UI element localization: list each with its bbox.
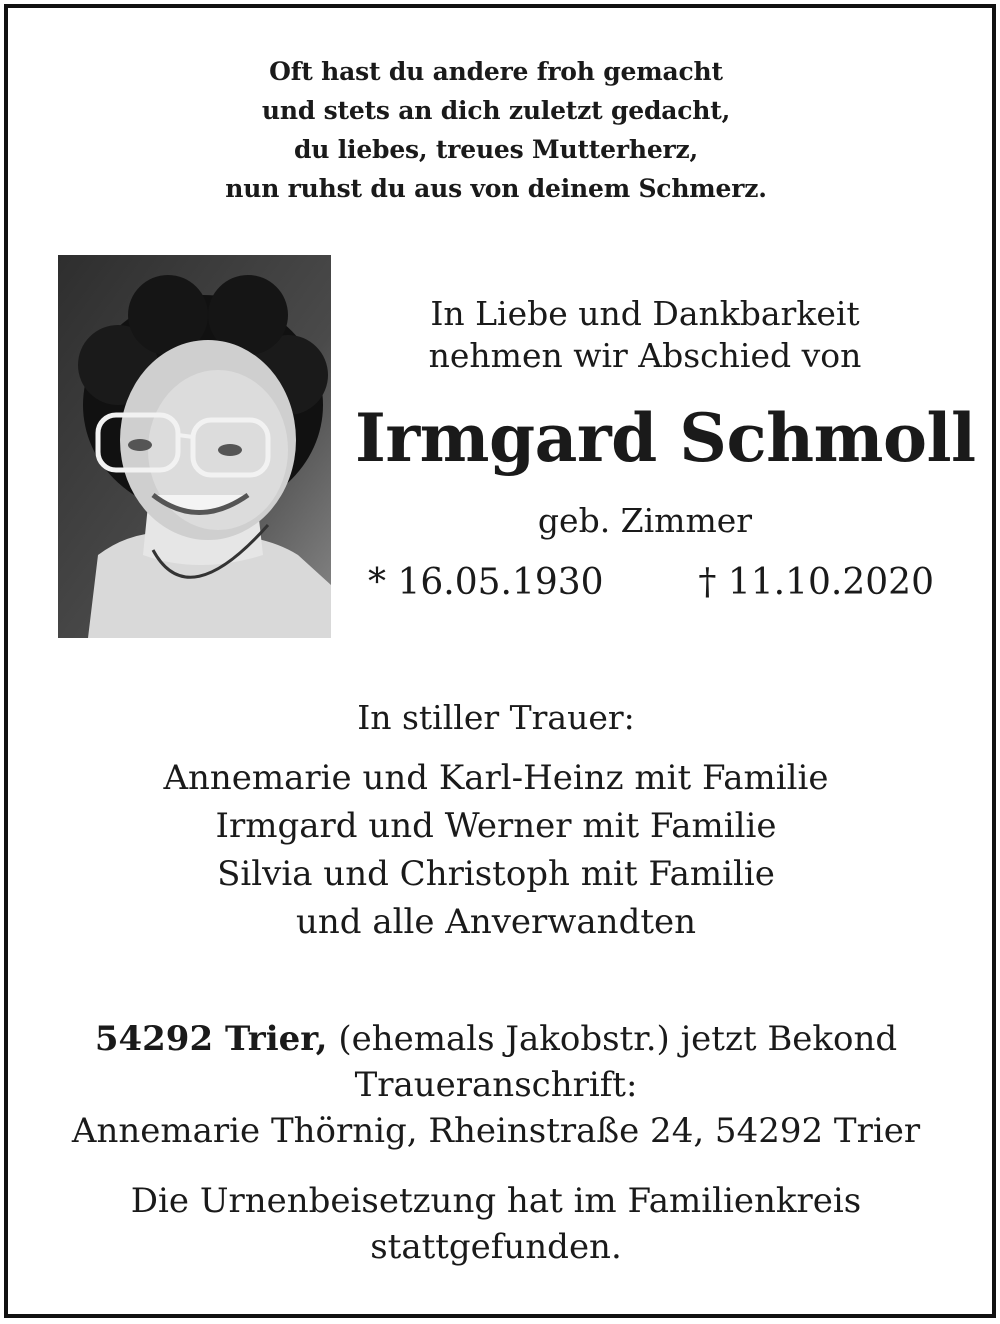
intro-text xyxy=(355,293,935,377)
portrait-photo xyxy=(58,255,331,638)
burial-line: Die Urnenbeisetzung hat im Familienkreis xyxy=(130,1181,862,1221)
city-rest: (ehemals Jakobstr.) jetzt Bekond xyxy=(327,1019,898,1059)
deceased-name: Irmgard Schmoll xyxy=(355,399,976,477)
maiden-name: geb. Zimmer xyxy=(537,501,753,540)
city-line xyxy=(0,1016,992,1062)
address-label: Traueranschrift: xyxy=(354,1065,638,1105)
mourners-heading: In stiller Trauer: xyxy=(357,698,635,737)
mourner-line: Silvia und Christoph mit Familie xyxy=(217,854,775,894)
city-bold: 54292 Trier, xyxy=(94,1019,328,1059)
address-contact: Annemarie Thörnig, Rheinstraße 24, 54292 Trier xyxy=(71,1111,921,1151)
burial-line: stattgefunden. xyxy=(370,1227,622,1267)
mourners-list xyxy=(0,754,992,946)
birth-date: * 16.05.1930 xyxy=(368,562,604,603)
mourner-line: und alle Anverwandten xyxy=(295,902,697,942)
poem-line: du liebes, treues Mutterherz, xyxy=(294,135,698,164)
poem-line: nun ruhst du aus von deinem Schmerz. xyxy=(225,174,767,203)
poem-line: und stets an dich zuletzt gedacht, xyxy=(261,96,731,125)
mourner-line: Annemarie und Karl-Heinz mit Familie xyxy=(163,758,829,798)
poem xyxy=(0,52,992,208)
burial-note xyxy=(0,1178,992,1270)
mourner-line: Irmgard und Werner mit Familie xyxy=(215,806,777,846)
portrait-illustration xyxy=(58,255,331,638)
address-block xyxy=(0,1016,992,1154)
intro-line: In Liebe und Dankbarkeit xyxy=(430,294,860,333)
poem-line: Oft hast du andere froh gemacht xyxy=(269,57,723,86)
intro-line: nehmen wir Abschied von xyxy=(428,336,862,375)
death-date: † 11.10.2020 xyxy=(698,562,934,603)
